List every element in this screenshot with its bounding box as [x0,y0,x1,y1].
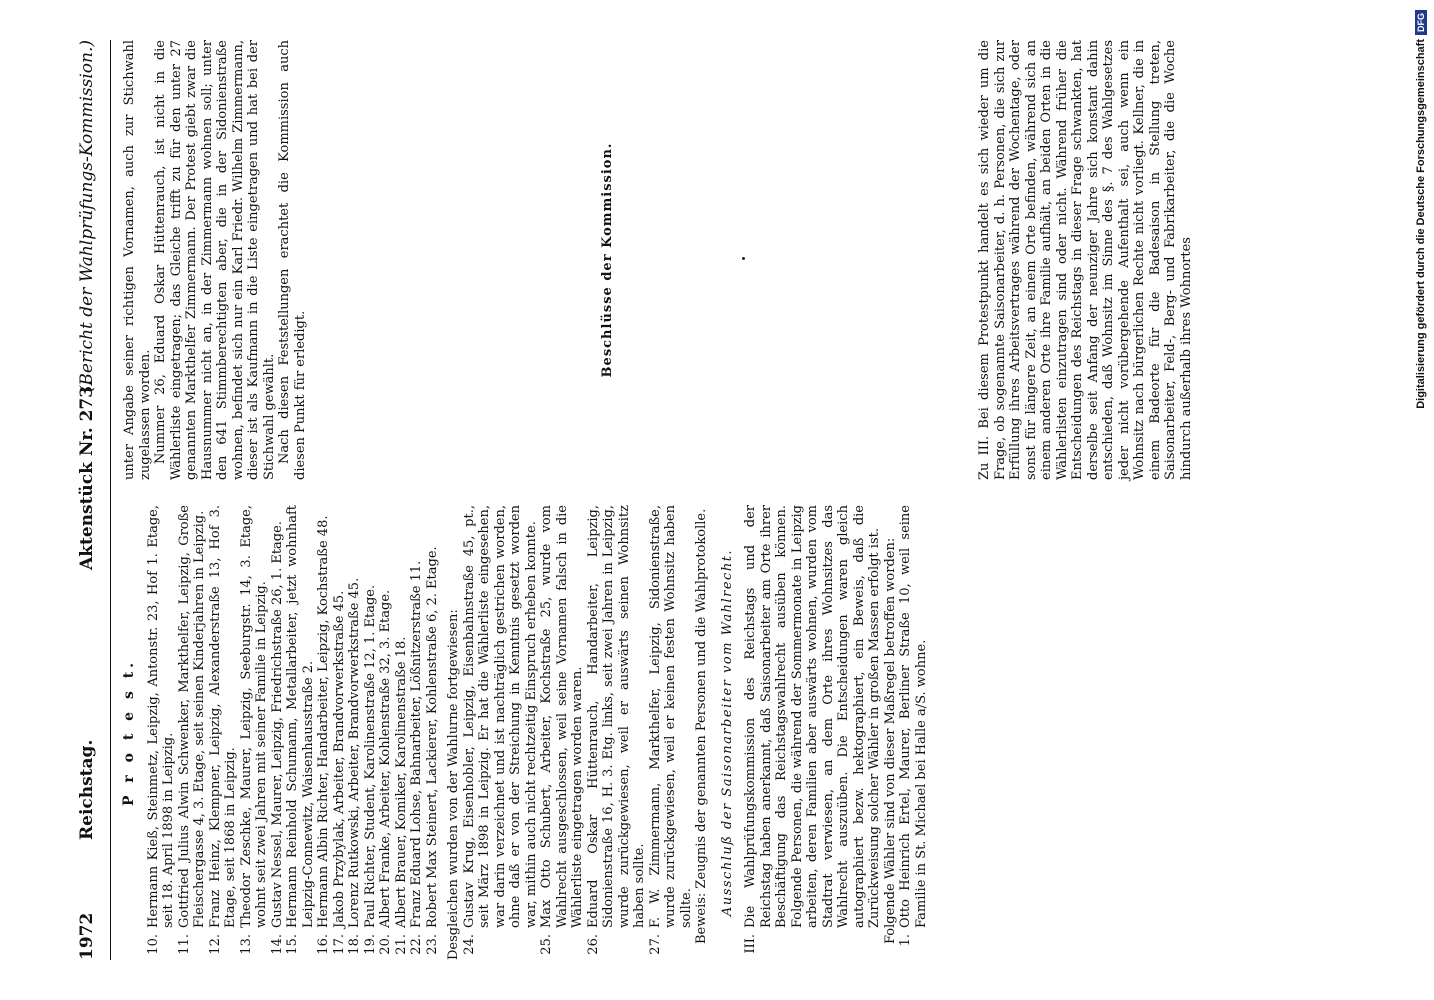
list-item [394,505,410,960]
entry-number: 26. [585,934,601,955]
entry-text: F. W. Zimmermann, Markthelfer, Leipzig, Sidonienstraße, wurde zurückgewiesen, weil er keinen festen Wohnsitz haben sollte. [647,505,694,928]
entry-number: 15. [285,934,300,955]
list-item [177,505,208,960]
fortgewiesen-entries [462,505,695,960]
entry-number: 22. [409,934,424,955]
entry-text: Theodor Zeschke, Maurer, Leipzig, Seeburgstr. 14, 3. Etage, wohnt seit zwei Jahren mit seiner Familie in Leipzig. [238,505,269,928]
entry-number: 13. [238,934,254,955]
entry-number: 11. [176,934,192,955]
entry-text: Albert Brauer, Komiker, Karolinenstraße 18. [393,636,409,928]
header-rule [110,40,111,960]
betroffen-text: Folgende Wähler sind von dieser Maßregel betroffen worden: [882,537,898,944]
list-item [425,505,441,960]
header-right: (Bericht der Wahlprüfungs-Kommission.) [77,40,97,393]
entry-number: 12. [207,934,223,955]
entry-text: Franz Heinz, Klempner, Leipzig, Alexanderstraße 13, Hof 3. Etage, seit 1868 in Leipzig. [207,505,238,928]
entry-text: Lorenz Rutkowski, Arbeiter, Brandvorwerkstraße 45. [347,577,362,928]
beweis-text: Beweis: Zeugnis der genannten Personen und die Wahlprotokolle. [694,508,709,944]
entry-text: Otto Heinrich Ertel, Maurer, Berliner Straße 10, weil seine Familie in St. Michael bei Halle a/S. wohne. [898,505,929,928]
entry-number: 23. [424,934,440,955]
list-item [208,505,239,960]
document-page [52,0,1422,1000]
list-item [316,505,332,960]
digitization-credit [1412,10,1430,990]
entry-text: Hermann Reinhold Schumann, Metallarbeiter, jetzt wohnhaft Leipzig-Connewitz, Waisenhausstraße 2. [285,505,316,928]
fortgewiesen-text: Desgleichen wurden von der Wahlurne fortgewiesen: [446,609,461,960]
entry-number: 25. [539,934,554,955]
ink-speck [742,257,745,260]
dfg-logo: DFG [1415,10,1427,35]
section-3 [743,505,883,960]
list-item [462,505,540,960]
entry-text: Gottfried Julius Alwin Schwenker, Markthelfer, Leipzig, Große Fleischergasse 4, 3. Etage, seit seinen Kinderjahren in Leipzig. [176,505,207,928]
entry-text: Albert Franke, Arbeiter, Kohlenstraße 32, 3. Etage. [378,589,393,928]
list-item [239,505,270,960]
entry-number: 21. [393,934,409,955]
list-item [409,505,425,960]
entry-number: 14. [269,934,285,955]
entry-number: 19. [362,934,378,955]
entry-number: 18. [347,934,362,955]
list-item [378,505,394,960]
zu-iii-text: Zu III. Bei diesem Protestpunkt handelt es sich wieder um die Frage, ob sogenannte Saisonarbeiter, d. h. Personen, die sich zur Erfüllung ihres Arbeitsvertrages während der Wochentage, oder sonst für längere Zeit, an einem Orte befinden, während sich an einem anderen Orte ihre Familie aufhält, an beiden Orten in die Wählerlisten einzutragen sind oder nicht. Während früher die Entscheidungen des Reichstags in dieser Frage schwankten, hat derselbe seit Anfang der neunziger Jahre sich konstant dahin entschieden, daß Wohnsitz im Sinne des §. 7 des Wahlgesetzes jeder nicht vorübergehende Aufenthalt sei, auch wenn ein Wohnsitz nach bürgerlichen Rechte nicht vorliegt. Kellner, die in einem Badeorte für die Badesaison in Stellung treten, Saisonarbeiter, Feld-, Berg- und Fabrikarbeiter, die die Woche hindurch außerhalb ihres Wohnortes [977,40,1194,480]
entry-text: Paul Richter, Student, Karolinenstraße 12, 1. Etage. [362,584,378,928]
list-item [898,505,929,960]
list-item [363,505,379,960]
entry-text: Hermann Kieß, Steinmetz, Leipzig, Antonstr. 23, Hof 1. Etage, seit 18. April 1898 in Leipzig. [145,505,176,928]
protest-entries [146,505,441,960]
entry-text: Gustav Krug, Eisenhobler, Leipzig, Eisenbahnstraße 45, pt., seit März 1898 in Leipzig. Er hat die Wählerliste eingesehen, war darin verzeichnet und ist nachträglich gestrichen worden, ohne daß er von der Streichung in Kenntnis gesetzt worden war, mithin auch nicht rechtzeitig Einspruch erheben konnte. [461,505,539,928]
entry-text: Jakob Przybylak, Arbeiter, Brandvorwerkstraße 45. [331,590,347,928]
list-item [332,505,348,960]
entry-number: 16. [316,934,331,955]
paragraph-1: Nummer 26, Eduard Oskar Hüttenrauch, ist nicht in die Wählerliste eingetragen; das Gleiche trifft zu für den unter 27 genannten Markthelfer Zimmermann. Der Protest giebt zwar die Hausnummer nicht an, in der Zimmermann wohnen soll; unter den 641 Stimmberechtigten aber, die in der Sidonienstraße wohnen, befindet sich nur ein Karl Friedr. Wilhelm Zimmermann, dieser ist als Kaufmann in die Liste eingetragen und hat bei der Stichwahl gewählt. [153,40,277,480]
entry-number: 10. [145,934,161,955]
header-center: Aktenstück Nr. 273. [77,379,97,570]
entry-text: Robert Max Steinert, Lackierer, Kohlenstraße 6, 2. Etage. [424,546,440,928]
entry-text: Max Otto Schubert, Arbeiter, Kochstraße 25, wurde vom Wahlrecht ausgeschlossen, weil seine Vornamen falsch in die Wählerliste eingetragen worden waren. [539,505,585,928]
continuation-text: unter Angabe seiner richtigen Vornamen, auch zur Stichwahl zugelassen worden. [122,40,153,480]
protest-heading: P r o t e s t. [121,658,137,807]
list-item [539,505,586,960]
betroffen-entries [898,505,929,960]
running-head [77,40,108,960]
list-item [285,505,316,960]
section-3-text: Die Wahlprüfungskommission des Reichstags und der Reichstag haben anerkannt, daß Saisonarbeiter am Orte ihrer Beschäftigung das Reichstagswahlrecht ausüben können. Folgende Personen, die während der Sommermonate in Leipzig arbeiten, deren Familien aber auswärts wohnen, wurden vom Stadtrat verwiesen, an dem Orte ihres Wohnsitzes das Wahlrecht auszuüben. Die Entscheidungen waren gleich autographiert bezw. hektographiert, ein Beweis, daß die Zurückweisung solcher Wähler in großen Massen erfolgt ist. [743,505,882,928]
page-number: 1972 [77,912,97,960]
entry-text: Franz Eduard Lohse, Bahnarbeiter, Lößnitzerstraße 11. [409,560,424,928]
entry-number: 1. [898,934,913,947]
entry-number: 17. [331,934,347,955]
entry-text: Gustav Nessel, Maurer, Leipzig, Friedrichstraße 26, 1. Etage. [269,521,285,928]
saison-subheading: Ausschluß der Saisonarbeiter vom Wahlrecht. [719,548,735,917]
entry-text: Eduard Oskar Hüttenrauch, Handarbeiter, Leipzig, Sidonienstraße 16, H. 3. Etg. links, seit zwei Jahren in Leipzig, wurde zurückgewiesen, weil er auswärts seinen Wohnsitz haben sollte. [585,505,647,928]
list-item [270,505,286,960]
list-item [648,505,695,960]
paragraph-2: Nach diesen Feststellungen erachtet die Kommission auch diesen Punkt für erledigt. [277,40,308,480]
entry-number: 20. [378,934,393,955]
beschluesse-heading: Beschlüsse der Kommission. [600,142,615,378]
section-3-number: III. [743,934,758,954]
entry-number: 27. [647,934,663,955]
list-item [347,505,363,960]
list-item [586,505,648,960]
credit-text: Digitalisierung gefördert durch die Deutsche Forschungsgemeinschaft [1415,39,1427,409]
entry-number: 24. [461,934,477,955]
list-item [146,505,177,960]
entry-text: Hermann Albin Richter, Handarbeiter, Leipzig, Kochstraße 48. [316,515,331,928]
header-left: Reichstag. [77,739,97,840]
